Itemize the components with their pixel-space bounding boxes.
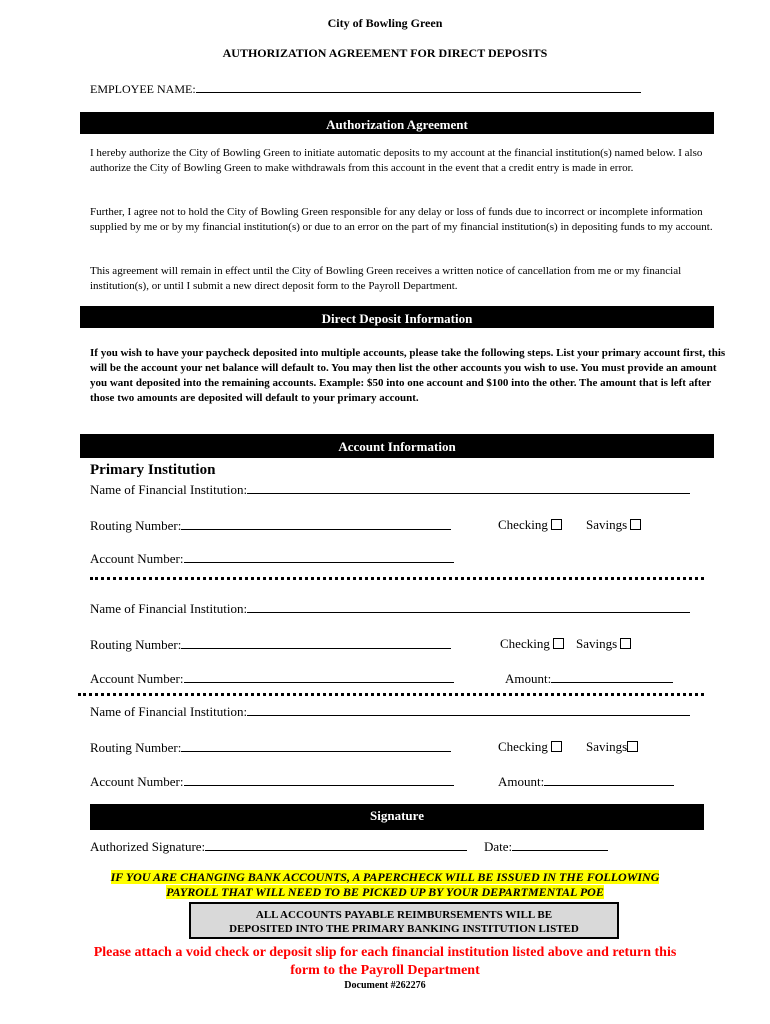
amount-field-2[interactable] [505, 670, 673, 687]
fi-name-label: Name of Financial Institution: [90, 601, 248, 616]
account-info-header: Account Information [80, 434, 714, 458]
routing-line[interactable] [181, 517, 451, 530]
direct-deposit-instructions: If you wish to have your paycheck deposited into multiple accounts, please take the following steps. List your primary account first, this will be the account your net balance will default to. You may then list the other accounts you wish to use. You must provide an amount you want deposited into the remaining accounts. Example: $50 into one account and $100 into the other. The amount that is left after those two amounts are deposited will default to your primary account. [90, 347, 726, 404]
checking-option-3[interactable] [498, 739, 562, 755]
routing-label: Routing Number: [90, 740, 182, 755]
amount-line[interactable] [551, 670, 673, 683]
primary-institution-title: Primary Institution [90, 462, 216, 478]
savings-checkbox[interactable] [620, 638, 631, 649]
savings-label: Savings [586, 517, 628, 532]
changing-accounts-warning [0, 870, 770, 900]
signature-line[interactable] [205, 838, 467, 851]
routing-label: Routing Number: [90, 518, 182, 533]
checking-checkbox[interactable] [553, 638, 564, 649]
checking-option-2[interactable] [500, 636, 564, 652]
attach-line-2: form to the Payroll Department [290, 963, 480, 978]
savings-option-1[interactable] [586, 517, 641, 533]
box-line-2: DEPOSITED INTO THE PRIMARY BANKING INSTITUTION LISTED [229, 923, 579, 935]
authorization-paragraph-2: Further, I agree not to hold the City of Bowling Green responsible for any delay or loss of funds due to incorrect or incomplete information supplied by me or by my financial institution(s) or due to an error on the part of my financial institution(s) in depositing funds to my account. [90, 206, 713, 233]
amount-label: Amount: [505, 671, 552, 686]
signature-label: Authorized Signature: [90, 839, 206, 854]
routing-label: Routing Number: [90, 637, 182, 652]
warning-line-2: PAYROLL THAT WILL NEED TO BE PICKED UP BY YOUR DEPARTMENTAL POE [166, 885, 604, 899]
amount-label: Amount: [498, 774, 545, 789]
city-title: City of Bowling Green [327, 16, 443, 30]
authorization-paragraph-1: I hereby authorize the City of Bowling Green to initiate automatic deposits to my account at the financial institution(s) named below. I also authorize the City of Bowling Green to make withdrawals from this account in the event that a credit entry is made in error. [90, 147, 703, 174]
savings-label: Savings [586, 739, 628, 754]
date-field[interactable] [484, 838, 608, 855]
account-field-1[interactable] [90, 550, 454, 567]
routing-line[interactable] [181, 636, 451, 649]
checking-label: Checking [498, 739, 548, 754]
fi-name-line[interactable] [247, 600, 690, 613]
document-number: Document #262276 [344, 980, 426, 991]
savings-option-2[interactable] [576, 636, 631, 652]
box-line-1: ALL ACCOUNTS PAYABLE REIMBURSEMENTS WILL BE [255, 909, 553, 921]
savings-label: Savings [576, 636, 618, 651]
account-line[interactable] [184, 773, 454, 786]
fi-name-line[interactable] [247, 481, 690, 494]
employee-name-line[interactable] [196, 80, 641, 93]
amount-field-3[interactable] [498, 773, 674, 790]
signature-header: Signature [90, 804, 704, 830]
account-line[interactable] [184, 670, 454, 683]
account-field-2[interactable] [90, 670, 454, 687]
routing-field-1[interactable] [90, 517, 451, 534]
checking-label: Checking [498, 517, 548, 532]
savings-checkbox[interactable] [627, 741, 638, 752]
date-label: Date: [484, 839, 513, 854]
routing-line[interactable] [181, 739, 451, 752]
account-label: Account Number: [90, 551, 184, 566]
attach-line-1: Please attach a void check or deposit slip for each financial institution listed above and return this [93, 945, 677, 960]
fi-name-field-3[interactable] [90, 703, 690, 720]
fi-name-line[interactable] [247, 703, 690, 716]
fi-name-field-2[interactable] [90, 600, 690, 617]
dotted-divider [90, 577, 704, 580]
reimbursement-notice-box [189, 902, 619, 939]
fi-name-label: Name of Financial Institution: [90, 482, 248, 497]
signature-field[interactable] [90, 838, 467, 855]
savings-checkbox[interactable] [630, 519, 641, 530]
account-label: Account Number: [90, 774, 184, 789]
fi-name-label: Name of Financial Institution: [90, 704, 248, 719]
direct-deposit-header: Direct Deposit Information [80, 306, 714, 328]
checking-label: Checking [500, 636, 550, 651]
fi-name-field-1[interactable] [90, 481, 690, 498]
authorization-header: Authorization Agreement [80, 112, 714, 134]
account-label: Account Number: [90, 671, 184, 686]
date-line[interactable] [512, 838, 608, 851]
form-title: AUTHORIZATION AGREEMENT FOR DIRECT DEPOSITS [222, 46, 548, 60]
employee-name-label: EMPLOYEE NAME: [90, 82, 196, 96]
dotted-divider [78, 693, 704, 696]
checking-option-1[interactable] [498, 517, 562, 533]
routing-field-2[interactable] [90, 636, 451, 653]
authorization-paragraph-3: This agreement will remain in effect until the City of Bowling Green receives a written notice of cancellation from me or my financial institution(s), or until I submit a new direct deposit form to the Payroll Department. [90, 265, 682, 292]
checking-checkbox[interactable] [551, 741, 562, 752]
checking-checkbox[interactable] [551, 519, 562, 530]
routing-field-3[interactable] [90, 739, 451, 756]
employee-name-field[interactable] [90, 80, 641, 97]
warning-line-1: IF YOU ARE CHANGING BANK ACCOUNTS, A PAPERCHECK WILL BE ISSUED IN THE FOLLOWING [110, 870, 660, 884]
account-line[interactable] [184, 550, 454, 563]
amount-line[interactable] [544, 773, 674, 786]
attach-instruction [0, 944, 770, 980]
savings-option-3[interactable] [586, 739, 638, 755]
account-field-3[interactable] [90, 773, 454, 790]
